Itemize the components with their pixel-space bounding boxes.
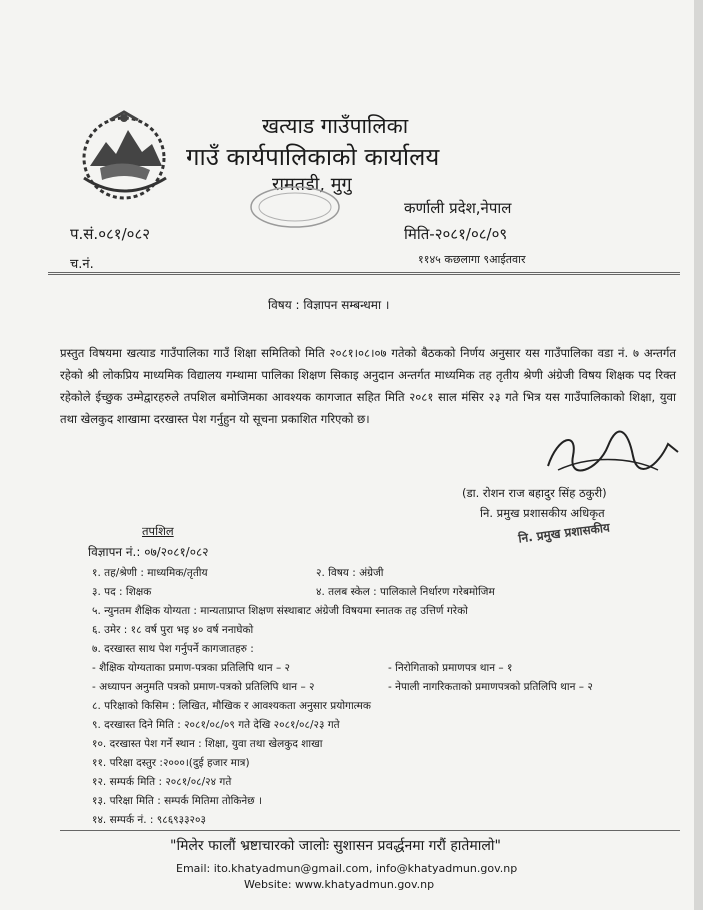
advertisement-number: विज्ञापन नं.: ०७/२०८१/०८२: [88, 545, 209, 559]
municipality-name: खत्याड गाउँपालिका: [262, 114, 409, 138]
footer-website[interactable]: Website: www.khatyadmun.gov.np: [244, 878, 435, 891]
list-item: १२. सम्पर्क मिति : २०८१/०८/२४ गते: [92, 776, 232, 788]
letter-date: मिति-२०८१/०८/०९: [404, 225, 508, 243]
header-divider-2: [48, 274, 680, 275]
list-item: ३. पद : शिक्षक: [92, 586, 152, 598]
list-item: १४. सम्पर्क नं. : ९८६९३३२०३: [92, 814, 206, 826]
list-item: ११. परिक्षा दस्तुर :२०००।(दुई हजार मात्र): [92, 757, 250, 769]
day-line: ११४५ कछलागा ९आईतवार: [418, 253, 526, 266]
signature-icon: [538, 426, 688, 481]
office-stamp-icon: [240, 182, 350, 232]
office-location: रामतडी, मुगु: [272, 174, 352, 195]
list-item: - नेपाली नागरिकताको प्रमाणपत्रको प्रतिलिपि थान – २: [388, 681, 593, 693]
body-paragraph: प्रस्तुत विषयमा खत्याड गाउँपालिका गाउँ शिक्षा समितिको मिति २०८१।०८।०७ गतेको बैठकको निर्णय अनुसार यस गाउँपालिका वडा नं. ७ अन्तर्गत रहेको श्री लोकप्रिय माध्यमिक विद्यालय गम्थामा पालिका शिक्षण सिकाइ अनुदान अन्तर्गत माध्यमिक तह तृतीय श्रेणी अंग्रेजी विषय शिक्षक पद रिक्त रहेकोले ईच्छुक उम्मेद्वारहरुले तपशिल बमोजिमका आवश्यक कागजात सहित मिति २०८१ साल मंसिर २३ गते भित्र यस गाउँपालिकाको शिक्षा, युवा तथा खेलकुद शाखामा दरखास्त पेश गर्नुहुन यो सूचना प्रकाशित गरिएको छ।: [60, 346, 676, 426]
province-line: कर्णाली प्रदेश,नेपाल: [404, 199, 512, 217]
seal-text: नि. प्रमुख प्रशासकीय: [517, 520, 611, 546]
details-heading: तपशिल: [142, 524, 174, 538]
footer-slogan: "मिलेर फालौं भ्रष्टाचारको जालोः सुशासन प्रवर्द्धनमा गरौं हातेमालो": [170, 838, 501, 854]
list-item: १०. दरखास्त पेश गर्ने स्थान : शिक्षा, युवा तथा खेलकुद शाखा: [92, 738, 323, 750]
footer-divider: [60, 830, 680, 831]
list-item: ७. दरखास्त साथ पेश गर्नुपर्ने कागजातहरु :: [92, 643, 254, 655]
dispatch-number: च.नं.: [70, 257, 94, 272]
list-item: - निरोगिताको प्रमाणपत्र थान – १: [388, 662, 513, 674]
list-item: ५. न्युनतम शैक्षिक योग्यता : मान्यताप्राप्त शिक्षण संस्थाबाट अंग्रेजी विषयमा स्नातक तह उत्तिर्ण गरेको: [92, 605, 468, 617]
header-divider: [48, 272, 680, 273]
subject-line: विषय : विज्ञापन सम्बन्धमा ।: [268, 298, 390, 312]
list-item: - शैक्षिक योग्यताका प्रमाण-पत्रका प्रतिलिपि थान – २: [92, 662, 291, 674]
scan-edge: [694, 0, 703, 910]
list-item: ४. तलब स्केल : पालिकाले निर्धारण गरेबमोजिम: [316, 586, 495, 598]
list-item: ९. दरखास्त दिने मिति : २०८१/०८/०९ गते देखि २०८१/०८/२३ गते: [92, 719, 340, 731]
list-item: - अध्यापन अनुमति पत्रको प्रमाण-पत्रको प्रतिलिपि थान – २: [92, 681, 315, 693]
list-item: १. तह/श्रेणी : माध्यमिक/तृतीय: [92, 567, 208, 579]
reference-number: प.सं.०८१/०८२: [70, 225, 151, 243]
list-item: २. विषय : अंग्रेजी: [316, 567, 384, 579]
list-item: ६. उमेर : १८ वर्ष पुरा भइ ४० वर्ष ननाघेको: [92, 624, 254, 636]
nepal-emblem-icon: [70, 108, 178, 203]
list-item: ८. परिक्षाको किसिम : लिखित, मौखिक र आवश्यकता अनुसार प्रयोगात्मक: [92, 700, 371, 712]
signatory-title: नि. प्रमुख प्रशासकीय अधिकृत: [480, 506, 605, 520]
office-name: गाउँ कार्यपालिकाको कार्यालय: [186, 143, 440, 171]
signatory-name: (डा. रोशन राज बहादुर सिंह ठकुरी): [462, 486, 607, 500]
footer-email[interactable]: Email: ito.khatyadmun@gmail.com, info@khatyadmun.gov.np: [176, 862, 518, 875]
list-item: १३. परिक्षा मिति : सम्पर्क मितिमा तोकिनेछ ।: [92, 795, 262, 807]
